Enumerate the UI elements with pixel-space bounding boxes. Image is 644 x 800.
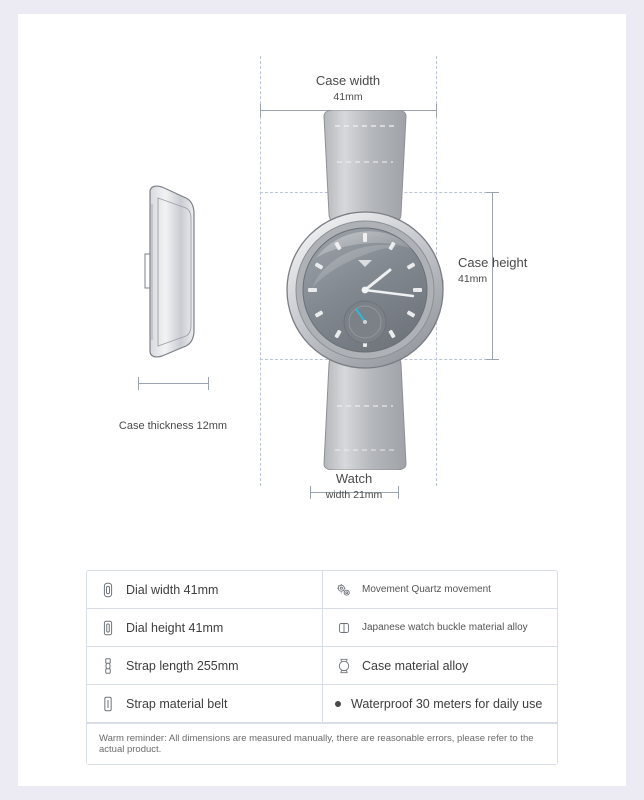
watch-width-title: Watch bbox=[335, 471, 373, 486]
spec-text: Case material alloy bbox=[362, 658, 469, 673]
table-row bbox=[87, 647, 557, 685]
case-thickness-tick-right bbox=[208, 377, 209, 390]
case-width-tick-left bbox=[260, 104, 261, 117]
watch-width-value: width 21mm bbox=[325, 488, 383, 501]
specification-table bbox=[86, 570, 558, 765]
case-width-value: 41mm bbox=[333, 90, 363, 103]
watch-front-view bbox=[280, 110, 450, 470]
watch-width-label bbox=[294, 470, 414, 502]
spec-text: Strap length 255mm bbox=[126, 658, 239, 673]
spec-text: Waterproof 30 meters for daily use bbox=[351, 696, 543, 711]
case-height-tick-bottom bbox=[486, 359, 499, 360]
spec-cell-strap-length bbox=[87, 647, 323, 684]
case-height-value: 41mm bbox=[458, 272, 488, 285]
strap-material-icon bbox=[99, 695, 117, 713]
spec-text: Movement Quartz movement bbox=[362, 584, 491, 595]
waterproof-dot-icon bbox=[335, 701, 341, 707]
table-row bbox=[87, 571, 557, 609]
dial-height-icon bbox=[99, 619, 117, 637]
spec-cell-dial-width bbox=[87, 571, 323, 608]
case-width-label bbox=[268, 72, 428, 104]
spec-cell-strap-material bbox=[87, 685, 323, 722]
watch-dimension-diagram bbox=[18, 14, 626, 534]
spec-cell-movement bbox=[323, 571, 557, 608]
warm-reminder-note: Warm reminder: All dimensions are measured manually, there are reasonable errors, please refer to the actual product. bbox=[87, 723, 557, 764]
strap-length-icon bbox=[99, 657, 117, 675]
spec-text: Dial height 41mm bbox=[126, 620, 224, 635]
table-row bbox=[87, 685, 557, 723]
spec-text: Japanese watch buckle material alloy bbox=[362, 622, 528, 633]
case-width-title: Case width bbox=[315, 73, 381, 88]
case-thickness-text: Case thickness 12mm bbox=[118, 420, 228, 432]
case-material-icon bbox=[335, 657, 353, 675]
spec-cell-dial-height bbox=[87, 609, 323, 646]
case-height-label bbox=[458, 254, 578, 286]
spec-cell-waterproof bbox=[323, 685, 557, 722]
spec-text: Strap material belt bbox=[126, 696, 228, 711]
buckle-icon bbox=[335, 619, 353, 637]
gears-icon bbox=[335, 581, 353, 599]
spec-text: Dial width 41mm bbox=[126, 582, 219, 597]
spec-cell-case-material bbox=[323, 647, 557, 684]
table-row bbox=[87, 609, 557, 647]
guide-line-case-left bbox=[260, 56, 261, 486]
case-thickness-label bbox=[103, 419, 243, 434]
case-thickness-rule bbox=[138, 383, 208, 384]
case-height-tick-top bbox=[486, 192, 499, 193]
product-spec-card bbox=[18, 14, 626, 786]
case-thickness-tick-left bbox=[138, 377, 139, 390]
case-height-title: Case height bbox=[458, 255, 528, 270]
watch-side-view bbox=[136, 184, 208, 359]
dial-width-icon bbox=[99, 581, 117, 599]
spec-cell-buckle bbox=[323, 609, 557, 646]
